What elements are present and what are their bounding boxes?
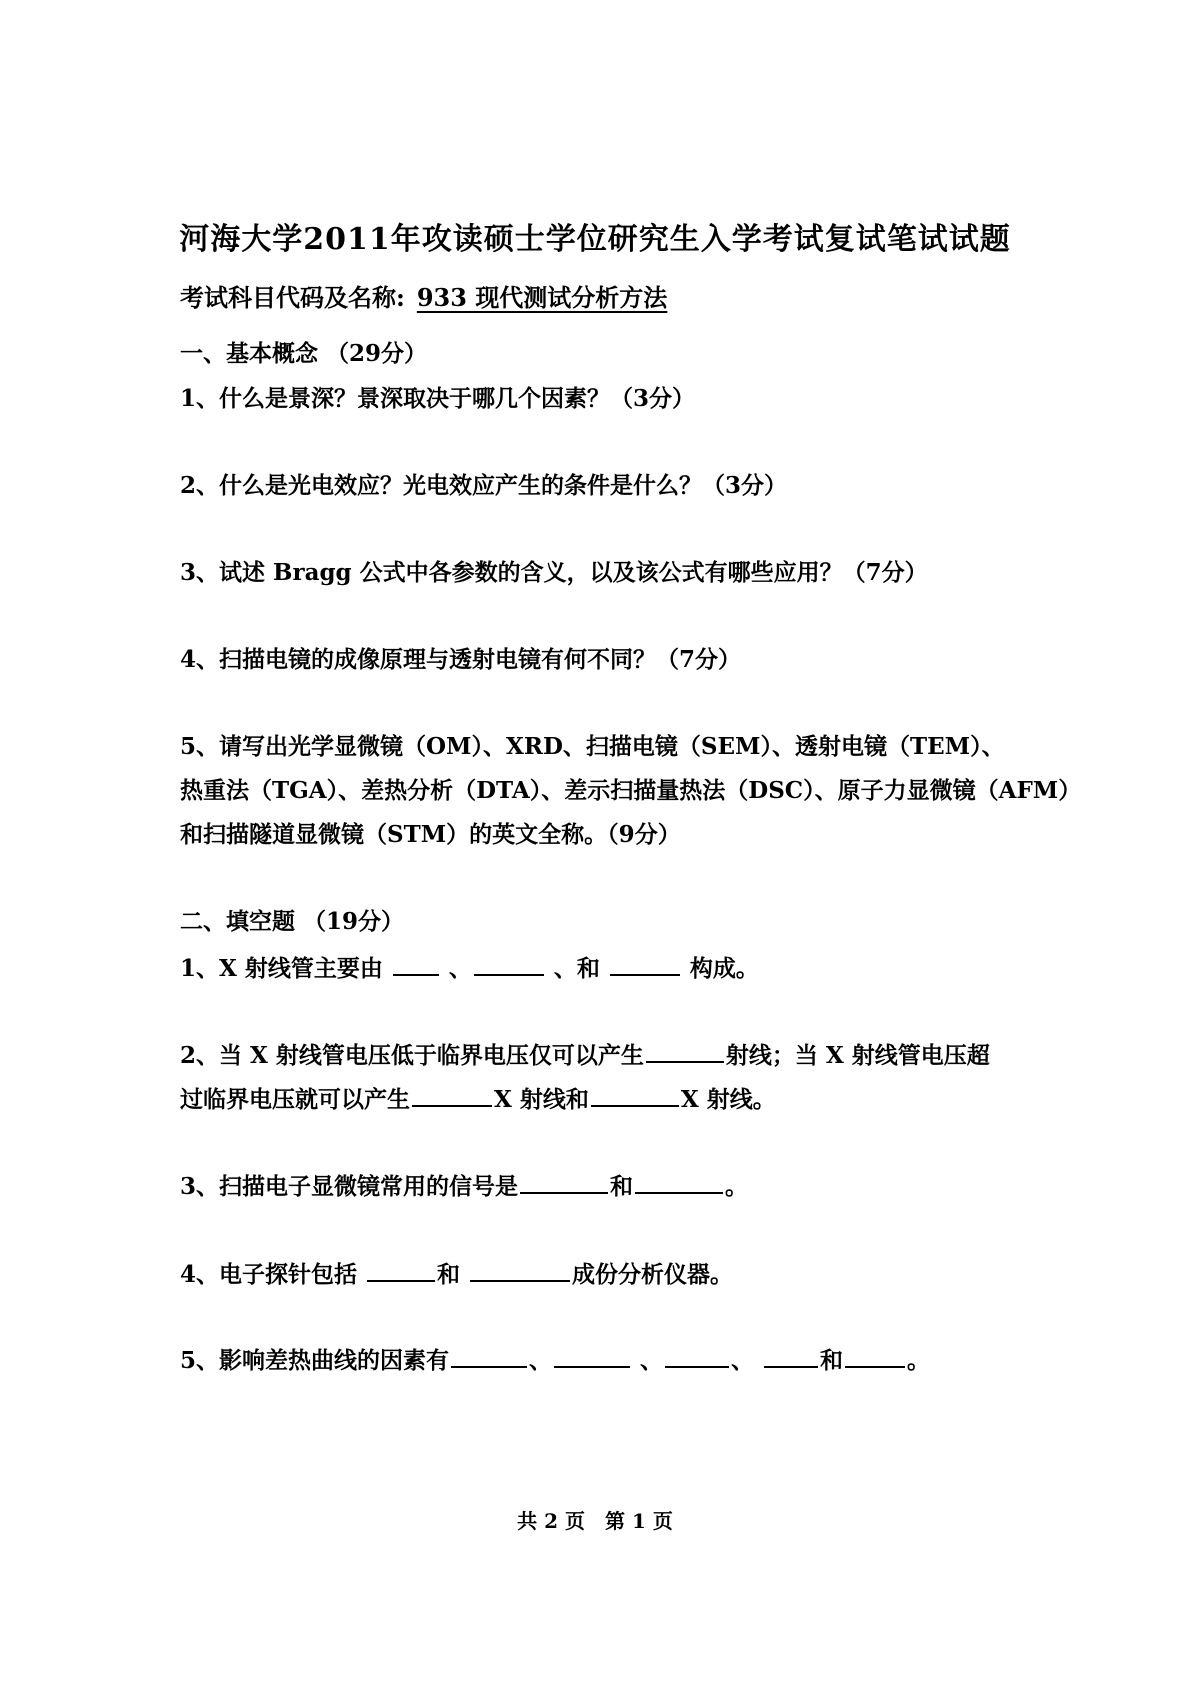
section1-question-1: 1、什么是景深？景深取决于哪几个因素？（3分） xyxy=(180,385,696,412)
section2-question-2-line2 xyxy=(180,1081,1030,1116)
q2-text-2: 射线；当 X 射线管电压超 xyxy=(725,1042,990,1069)
section2-question-2-line1 xyxy=(180,1037,1030,1072)
section2-question-5 xyxy=(180,1342,1030,1377)
q2-text-5: X 射线。 xyxy=(680,1086,776,1113)
q2-text-1: 2、当 X 射线管电压低于临界电压仅可以产生 xyxy=(180,1042,644,1069)
section1-heading: 一、基本概念 （29分） xyxy=(180,340,428,367)
subject-line xyxy=(180,282,673,314)
q1-text-1: 1、X 射线管主要由 xyxy=(180,955,391,982)
fill-blank xyxy=(474,950,544,976)
q5-text-2: 、 xyxy=(529,1347,553,1374)
q5-text-5: 和 xyxy=(820,1347,844,1374)
page-footer xyxy=(0,1507,1190,1535)
page-total: 共 2 页 xyxy=(517,1509,585,1533)
section1-question-5-line3: 和扫描隧道显微镜（STM）的英文全称。（9分） xyxy=(180,821,681,848)
fill-blank xyxy=(665,1342,729,1368)
subject-label: 考试科目代码及名称: xyxy=(180,283,405,312)
q5-text-1: 5、影响差热曲线的因素有 xyxy=(180,1347,450,1374)
fill-blank xyxy=(635,1168,723,1194)
q5-text-6: 。 xyxy=(907,1347,931,1374)
section1-question-2: 2、什么是光电效应？光电效应产生的条件是什么？（3分） xyxy=(180,472,788,499)
subject-value: 933 现代测试分析方法 xyxy=(416,283,668,312)
fill-blank xyxy=(591,1081,679,1107)
q4-text-2: 和 xyxy=(437,1261,469,1288)
section1-question-4: 4、扫描电镜的成像原理与透射电镜有何不同？（7分） xyxy=(180,646,742,673)
q1-text-4: 构成。 xyxy=(681,955,759,982)
exam-title: 河海大学2011年攻读硕士学位研究生入学考试复试笔试试题 xyxy=(179,222,1011,257)
section2-question-4 xyxy=(180,1256,1030,1291)
q3-text-3: 。 xyxy=(725,1173,749,1200)
section2-question-1 xyxy=(180,950,1030,985)
section1-question-5-line1: 5、请写出光学显微镜（OM）、XRD、扫描电镜（SEM）、透射电镜（TEM）、 xyxy=(180,733,1005,760)
fill-blank xyxy=(646,1037,724,1063)
fill-blank xyxy=(470,1256,570,1282)
section2-question-3 xyxy=(180,1168,1030,1203)
fill-blank xyxy=(554,1342,630,1368)
q2-text-3: 过临界电压就可以产生 xyxy=(180,1086,410,1113)
fill-blank xyxy=(764,1342,818,1368)
fill-blank xyxy=(520,1168,608,1194)
q1-text-2: 、 xyxy=(440,955,472,982)
q5-text-3: 、 xyxy=(632,1347,664,1374)
q2-text-4: X 射线和 xyxy=(494,1086,589,1113)
section2-heading: 二、填空题 （19分） xyxy=(180,908,405,935)
q3-text-2: 和 xyxy=(610,1173,634,1200)
section1-question-3: 3、试述 Bragg 公式中各参数的含义，以及该公式有哪些应用？（7分） xyxy=(180,559,928,586)
q1-text-3: 、和 xyxy=(545,955,608,982)
section1-question-5-line2: 热重法（TGA）、差热分析（DTA）、差示扫描量热法（DSC）、原子力显微镜（AFM） xyxy=(180,777,1082,804)
fill-blank xyxy=(412,1081,492,1107)
q3-text-1: 3、扫描电子显微镜常用的信号是 xyxy=(180,1173,519,1200)
fill-blank xyxy=(393,950,439,976)
q4-text-3: 成份分析仪器。 xyxy=(572,1261,734,1288)
fill-blank xyxy=(845,1342,905,1368)
fill-blank xyxy=(367,1256,435,1282)
page-current: 第 1 页 xyxy=(605,1509,673,1533)
fill-blank xyxy=(610,950,680,976)
q5-text-4: 、 xyxy=(731,1347,763,1374)
fill-blank xyxy=(451,1342,527,1368)
q4-text-1: 4、电子探针包括 xyxy=(180,1261,366,1288)
